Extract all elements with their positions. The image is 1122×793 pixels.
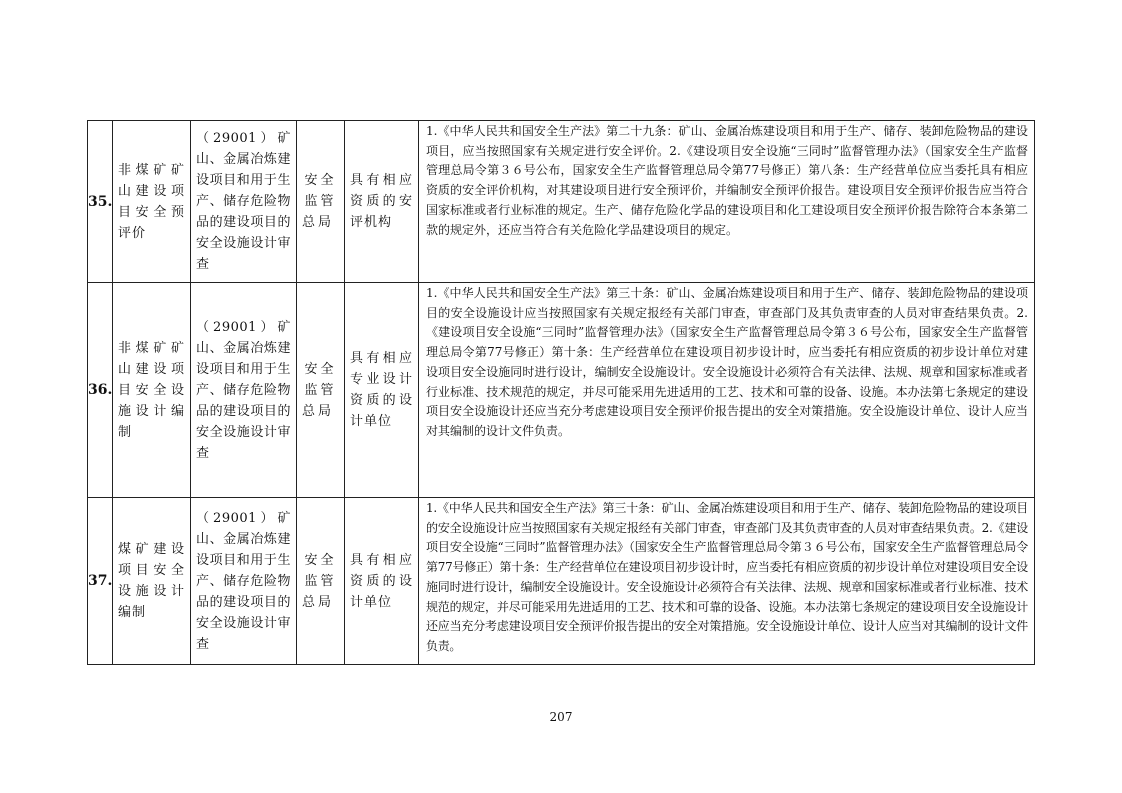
service-organization: 具有相应资质的安评机构 bbox=[345, 121, 419, 283]
item-name: 煤矿建设项目安全设施设计编制 bbox=[113, 498, 191, 665]
row-number: 37. bbox=[88, 498, 113, 665]
legal-basis: 1.《中华人民共和国安全生产法》第三十条：矿山、金属冶炼建设项目和用于生产、储存、装卸危险物品的建设项目的安全设施设计应当按照国家有关规定报经有关部门审查，审查部门及其负责审查的人员对审查结果负责。2.《建设项目安全设施“三同时”监督管理办法》（国家安全生产监督管理总局令第３６号公布，国家安全生产监督管理总局令第77号修正）第十条：生产经营单位在建设项目初步设计时，应当委托有相应资质的初步设计单位对建设项目安全设施同时进行设计，编制安全设施设计。安全设施设计必须符合有关法律、法规、规章和国家标准或者行业标准、技术规范的规定，并尽可能采用先进适用的工艺、技术和可靠的设备、设施。本办法第七条规定的建设项目安全设施设计还应当充分考虑建设项目安全预评价报告提出的安全对策措施。安全设施设计单位、设计人应当对其编制的设计文件负责。 bbox=[419, 283, 1035, 498]
table-row bbox=[88, 498, 1035, 665]
department: 安全监管总局 bbox=[297, 121, 345, 283]
approval-sub-item: （29001）矿山、金属冶炼建设项目和用于生产、储存危险物品的建设项目的安全设施设计审查 bbox=[191, 283, 297, 498]
intermediary-services-table bbox=[87, 120, 1035, 665]
row-number: 36. bbox=[88, 283, 113, 498]
row-number: 35. bbox=[88, 121, 113, 283]
approval-sub-item: （29001）矿山、金属冶炼建设项目和用于生产、储存危险物品的建设项目的安全设施设计审查 bbox=[191, 498, 297, 665]
legal-basis: 1.《中华人民共和国安全生产法》第二十九条：矿山、金属冶炼建设项目和用于生产、储存、装卸危险物品的建设项目，应当按照国家有关规定进行安全评价。2.《建设项目安全设施“三同时”监督管理办法》（国家安全生产监督管理总局令第３６号公布，国家安全生产监督管理总局令第77号修正）第八条：生产经营单位应当委托具有相应资质的安全评价机构，对其建设项目进行安全预评价，并编制安全预评价报告。建设项目安全预评价报告应当符合国家标准或者行业标准的规定。生产、储存危险化学品的建设项目和化工建设项目安全预评价报告除符合本条第二款的规定外，还应当符合有关危险化学品建设项目的规定。 bbox=[419, 121, 1035, 283]
table-row bbox=[88, 283, 1035, 498]
legal-basis: 1.《中华人民共和国安全生产法》第三十条：矿山、金属冶炼建设项目和用于生产、储存、装卸危险物品的建设项目的安全设施设计应当按照国家有关规定报经有关部门审查，审查部门及其负责审查的人员对审查结果负责。2.《建设项目安全设施“三同时”监督管理办法》（国家安全生产监督管理总局令第３６号公布，国家安全生产监督管理总局令第77号修正）第十条：生产经营单位在建设项目初步设计时，应当委托有相应资质的初步设计单位对建设项目安全设施同时进行设计，编制安全设施设计。安全设施设计必须符合有关法律、法规、规章和国家标准或者行业标准、技术规范的规定，并尽可能采用先进适用的工艺、技术和可靠的设备、设施。本办法第七条规定的建设项目安全设施设计还应当充分考虑建设项目安全预评价报告提出的安全对策措施。安全设施设计单位、设计人应当对其编制的设计文件负责。 bbox=[419, 498, 1035, 665]
department: 安全监管总局 bbox=[297, 498, 345, 665]
table-row bbox=[88, 121, 1035, 283]
item-name: 非煤矿矿山建设项目安全设施设计编制 bbox=[113, 283, 191, 498]
approval-sub-item: （29001）矿山、金属冶炼建设项目和用于生产、储存危险物品的建设项目的安全设施设计审查 bbox=[191, 121, 297, 283]
item-name: 非煤矿矿山建设项目安全预评价 bbox=[113, 121, 191, 283]
service-organization: 具有相应专业设计资质的设计单位 bbox=[345, 283, 419, 498]
department: 安全监管总局 bbox=[297, 283, 345, 498]
page-number: 207 bbox=[549, 710, 573, 724]
service-organization: 具有相应资质的设计单位 bbox=[345, 498, 419, 665]
